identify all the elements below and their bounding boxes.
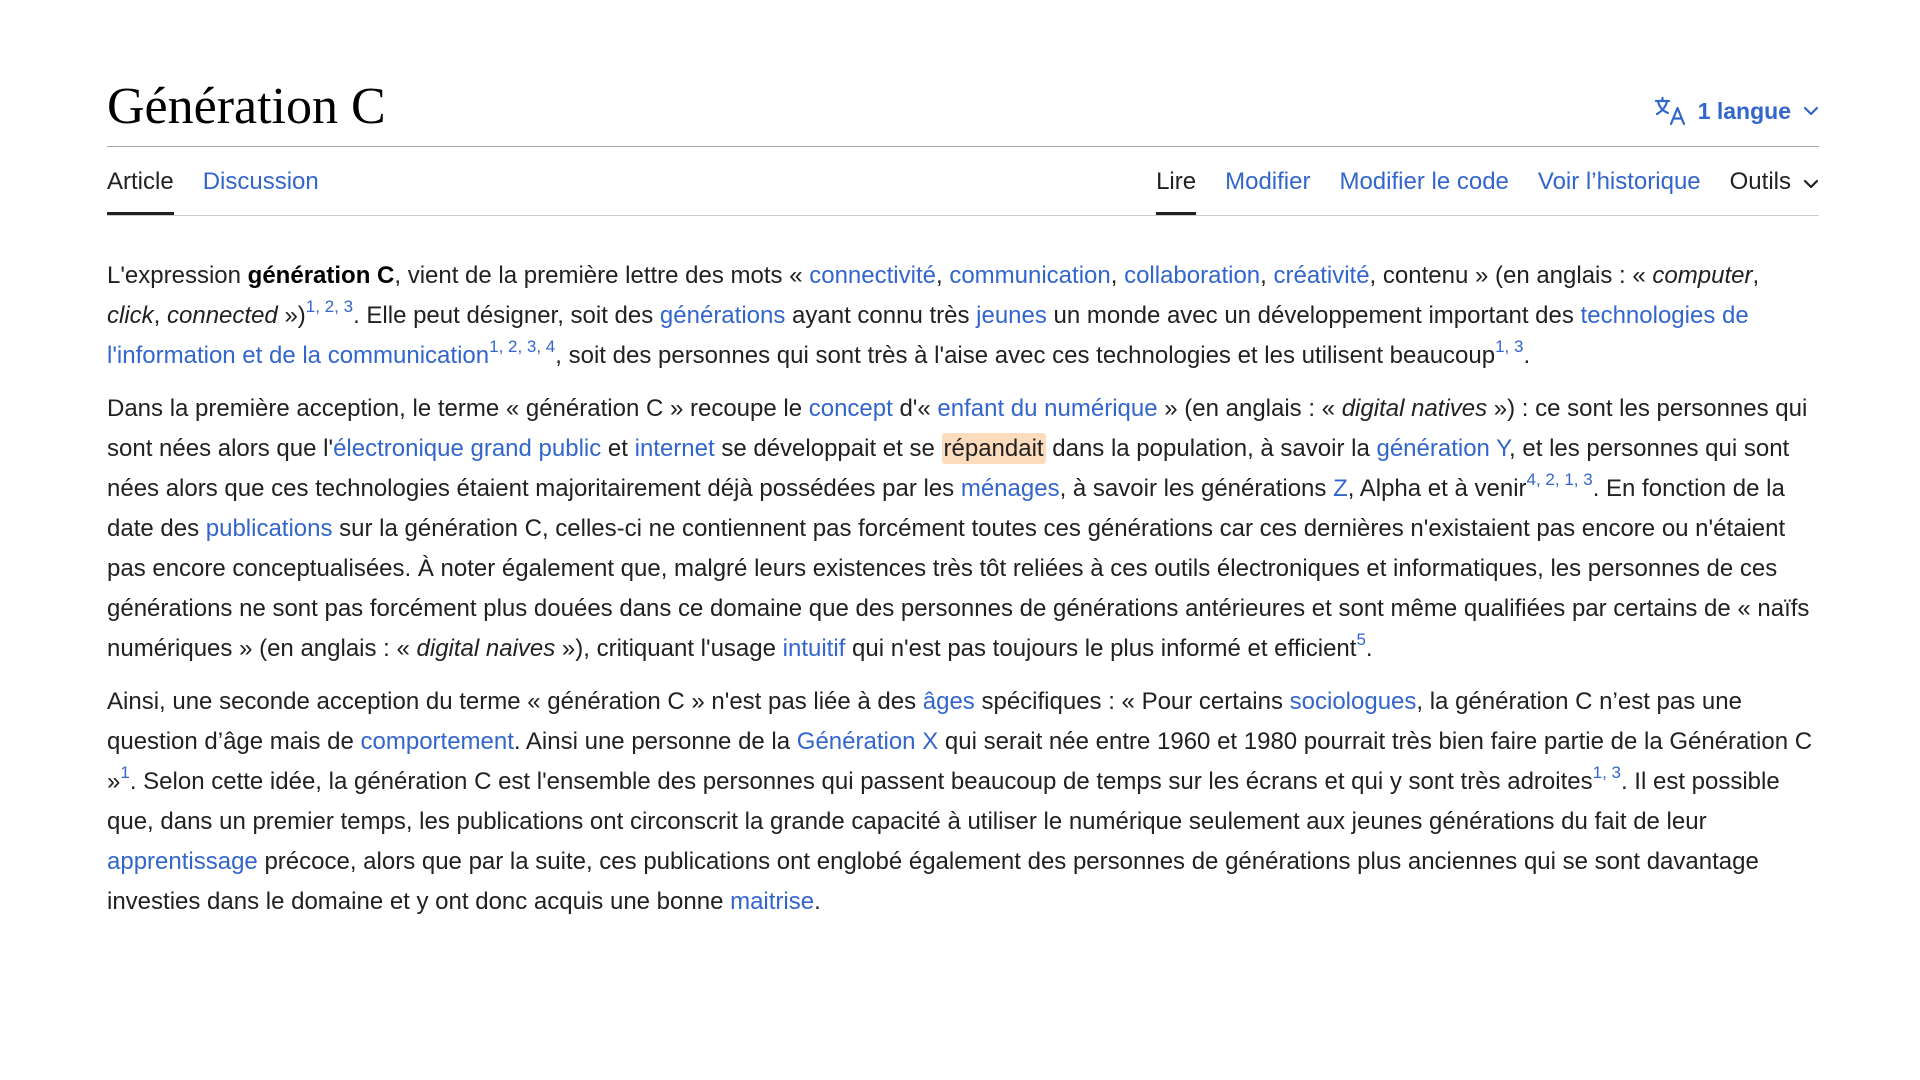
text: Dans la première acception, le terme « génération C » recoupe le: [107, 395, 809, 422]
paragraph-3: [107, 682, 1819, 922]
tab-discussion[interactable]: Discussion: [202, 168, 319, 195]
paragraph-1: [107, 256, 1819, 376]
paragraph-2: [107, 389, 1819, 669]
italic-term: computer: [1652, 262, 1753, 289]
chevron-down-icon: [1791, 170, 1819, 194]
article-body: [107, 216, 1819, 922]
page-title: Génération C: [107, 78, 386, 135]
chevron-down-icon: [1803, 106, 1819, 116]
link-comportement[interactable]: comportement: [360, 728, 514, 755]
tab-edit-source[interactable]: Modifier le code: [1339, 168, 1509, 195]
text: ») : ce sont les personnes qui sont nées alors que l': [107, 395, 1808, 462]
italic-term: digital natives: [1341, 395, 1488, 422]
reference-link[interactable]: 1, 2, 3, 4: [489, 337, 556, 356]
text: , la génération C n’est pas une question d’âge mais de: [107, 688, 1742, 755]
text: , vient de la première lettre des mots «: [394, 262, 810, 289]
tools-menu[interactable]: [1730, 147, 1819, 215]
text: . Il est possible que, dans un premier temps, les publications ont circonscrit la grande capacité à utiliser le numérique seulement aux jeunes générations du fait de leur: [107, 768, 1780, 835]
link-connectivite[interactable]: connectivité: [809, 262, 936, 289]
text: L'expression: [107, 262, 248, 289]
link-communication[interactable]: communication: [949, 262, 1111, 289]
text: ,: [1110, 262, 1125, 289]
text: sur la génération C, celles-ci ne contiennent pas forcément toutes ces générations car ces dernières n'existaient pas encore ou n'étaient pas encore conceptualisées. À noter également que, malgré leurs existences très tôt reliées à ces outils électroniques et informatiques, les personnes de ces générations ne sont pas forcément plus douées dans ce domaine que des personnes de générations antérieures et sont même qualifiées par certains de « naïfs numériques » (en anglais : «: [107, 515, 1810, 662]
link-menages[interactable]: ménages: [960, 475, 1060, 502]
text: ,: [1260, 262, 1274, 289]
language-button[interactable]: [1654, 96, 1819, 126]
bold-term: génération C: [247, 262, 395, 289]
text: précoce, alors que par la suite, ces publications ont englobé également des personnes de générations plus anciennes qui se sont davantage investies dans le domaine et y ont donc acquis une bonne: [107, 848, 1759, 915]
reference-link[interactable]: 5: [1356, 630, 1366, 649]
text: . Elle peut désigner, soit des: [353, 302, 660, 329]
link-enfant-du-numerique[interactable]: enfant du numérique: [937, 395, 1158, 422]
reference-link[interactable]: 1, 2, 3: [305, 297, 354, 316]
page-tabs: [107, 147, 1819, 216]
link-generations[interactable]: générations: [659, 302, 786, 329]
text: , contenu » (en anglais : «: [1369, 262, 1653, 289]
tab-read[interactable]: Lire: [1156, 147, 1196, 215]
link-electronique-grand-public[interactable]: électronique grand public: [333, 435, 602, 462]
italic-term: digital naives: [416, 635, 556, 662]
text: , Alpha et à venir: [1347, 475, 1527, 502]
text: .: [1365, 635, 1373, 662]
highlighted-word: répandait: [943, 435, 1044, 462]
text: , soit des personnes qui sont très à l'aise avec ces technologies et les utilisent beaucoup: [555, 342, 1496, 369]
link-ages[interactable]: âges: [922, 688, 975, 715]
text: d'«: [892, 395, 938, 422]
link-generation-x[interactable]: Génération X: [796, 728, 939, 755]
link-publications[interactable]: publications: [205, 515, 333, 542]
italic-term: click: [107, 302, 154, 329]
tab-history[interactable]: Voir l’historique: [1537, 168, 1701, 195]
link-internet[interactable]: internet: [634, 435, 715, 462]
tab-article[interactable]: Article: [107, 147, 174, 215]
reference-link[interactable]: 1, 3: [1495, 337, 1524, 356]
text: » (en anglais : «: [1157, 395, 1342, 422]
namespace-tabs: [107, 147, 348, 215]
link-creativite[interactable]: créativité: [1273, 262, 1370, 289]
reference-link[interactable]: 1, 3: [1592, 763, 1621, 782]
tab-edit[interactable]: Modifier: [1225, 168, 1311, 195]
link-generation-y[interactable]: génération Y: [1376, 435, 1510, 462]
text: spécifiques : « Pour certains: [974, 688, 1290, 715]
reference-link[interactable]: 1: [120, 763, 130, 782]
view-tabs: [1127, 147, 1819, 215]
text: un monde avec un développement important des: [1046, 302, 1581, 329]
text: »): [277, 302, 306, 329]
title-bar: [107, 70, 1819, 147]
text: . En fonction de la date des: [107, 475, 1785, 542]
link-generation-z[interactable]: Z: [1333, 475, 1348, 502]
text: et: [601, 435, 635, 462]
link-sociologues[interactable]: sociologues: [1289, 688, 1417, 715]
text: qui serait née entre 1960 et 1980 pourrait très bien faire partie de la Génération C »: [107, 728, 1813, 795]
text: , à savoir les générations: [1059, 475, 1334, 502]
article-page: [107, 70, 1819, 935]
text: , et les personnes qui sont nées alors que ces technologies étaient majoritairement déjà possédées par les: [107, 435, 1790, 502]
text: . Ainsi une personne de la: [513, 728, 797, 755]
text: ,: [153, 302, 168, 329]
link-tic[interactable]: technologies de l'information et de la communication: [107, 302, 1749, 369]
text: se développait et se: [714, 435, 942, 462]
translate-icon: [1654, 96, 1688, 126]
text: ayant connu très: [785, 302, 977, 329]
link-intuitif[interactable]: intuitif: [782, 635, 846, 662]
link-concept[interactable]: concept: [808, 395, 893, 422]
tools-label: Outils: [1729, 168, 1791, 195]
link-collaboration[interactable]: collaboration: [1124, 262, 1261, 289]
text: dans la population, à savoir la: [1045, 435, 1377, 462]
italic-term: connected: [167, 302, 278, 329]
text: ,: [1752, 262, 1760, 289]
text: .: [814, 888, 821, 915]
language-button-label: 1 langue: [1697, 97, 1791, 124]
text: Ainsi, une seconde acception du terme « génération C » n'est pas liée à des: [107, 688, 923, 715]
reference-link[interactable]: 4, 2, 1, 3: [1526, 470, 1593, 489]
text: »), critiquant l'usage: [555, 635, 783, 662]
link-maitrise[interactable]: maitrise: [730, 888, 815, 915]
text: . Selon cette idée, la génération C est l'ensemble des personnes qui passent beaucoup de temps sur les écrans et qui y sont très adroites: [129, 768, 1593, 795]
link-apprentissage[interactable]: apprentissage: [107, 848, 258, 875]
text: .: [1523, 342, 1531, 369]
link-jeunes[interactable]: jeunes: [976, 302, 1047, 329]
text: ,: [935, 262, 950, 289]
text: qui n'est pas toujours le plus informé et efficient: [845, 635, 1357, 662]
